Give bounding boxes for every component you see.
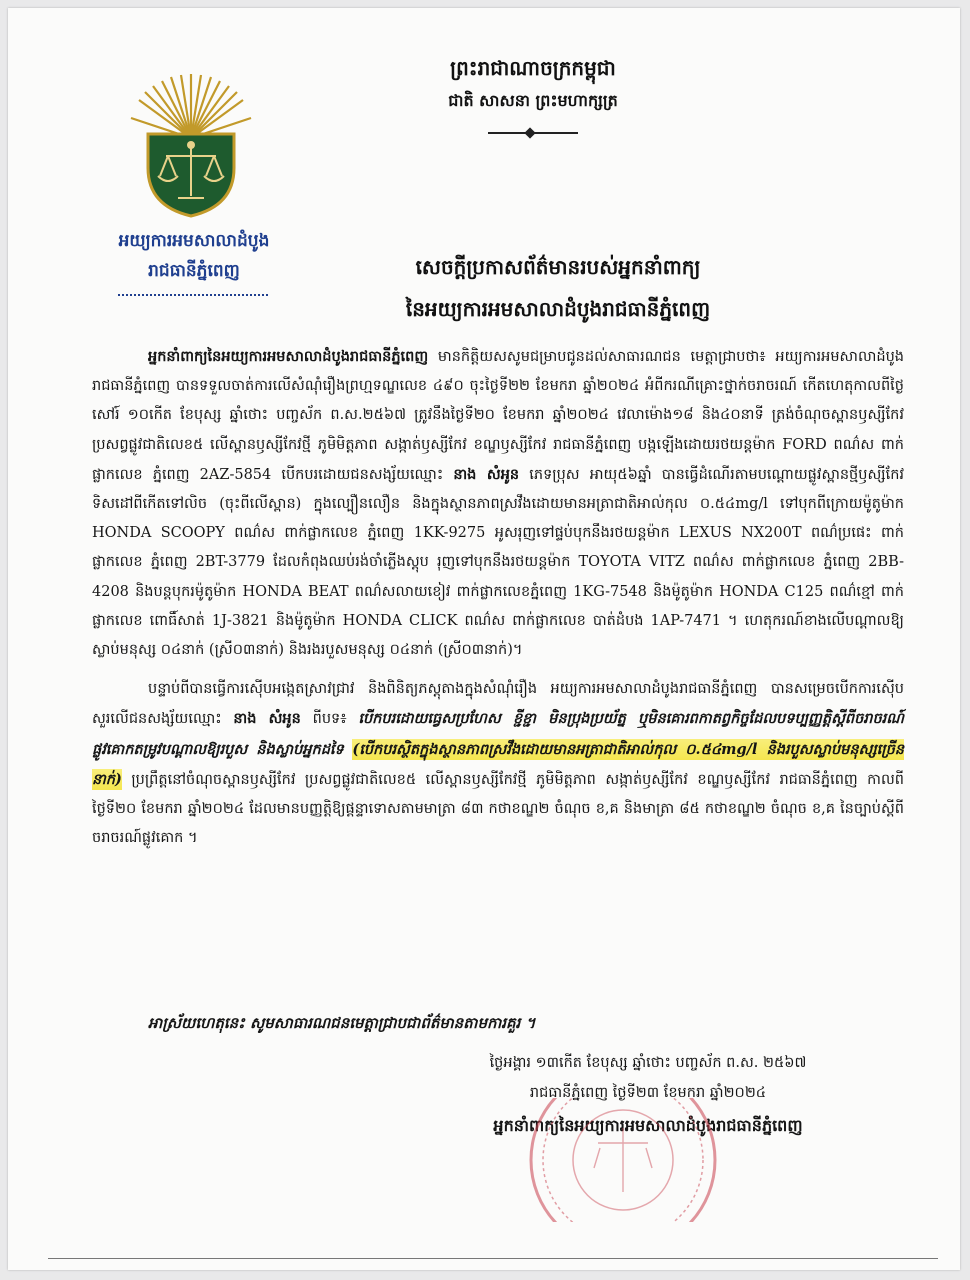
paragraph-2-text-c: ប្រព្រឹត្តនៅចំណុចស្ពានឫស្សីកែវ ប្រសព្វផ្លូវជាតិលេខ៥ លើស្ពានឫស្សីកែវថ្មី ភូមិមិត្តភាព សង្កាត់ឫស្សីកែវ ខណ្ឌឫស្សីកែវ រាជធានីភ្នំពេញ កាលពីថ្ងៃទី២០ ខែមករា ឆ្នាំ២០២៤ ដែលមានបញ្ញត្តិឱ្យផ្តន្ទាទោសតាមមាត្រា ៨៣ កថាខណ្ឌ២ ចំណុច ខ,គ និងមាត្រា ៨៥ កថាខណ្ឌ២ ចំណុច ខ,គ នៃច្បាប់ស្តីពីចរាចរណ៍ផ្លូវគោក ។ <box>92 771 904 847</box>
court-name-divider <box>118 294 268 296</box>
court-emblem-icon <box>126 68 256 218</box>
charge-text: បើកបរដោយធ្វេសប្រហែស ខ្ជីខ្ជា មិនប្រុងប្រយ័ត្ន ឬមិនគោរពកាតព្វកិច្ចដែលបទប្បញ្ញត្តិស្តីពីចរាចរណ៍ផ្លូវគោកតម្រូវបណ្តាលឱ្យរបួស និងស្លាប់អ្នកដទៃ <box>92 710 904 758</box>
footer-rule <box>48 1258 938 1259</box>
kingdom-ornament <box>488 132 578 134</box>
kingdom-heading <box>338 50 728 134</box>
lunar-date: ថ្ងៃអង្គារ ១៣កើត ខែបុស្ស ឆ្នាំថោះ បញ្ចស័ក ព.ស. ២៥៦៧ <box>489 1055 807 1071</box>
document-body <box>92 342 904 853</box>
solar-date: រាជធានីភ្នំពេញ ថ្ងៃទី២៣ ខែមករា ឆ្នាំ២០២៤ <box>529 1085 767 1101</box>
suspect-name-2: នាង សំអូន <box>233 710 301 728</box>
paragraph-1-text-b: ភេទប្រុស អាយុ៥៦ឆ្នាំ បានធ្វើដំណើរតាមបណ្តោយផ្លូវស្ពានថ្មីឫស្សីកែវ ទិសដៅពីកើតទៅលិច (ចុះពីលើស្ពាន) ក្នុងល្បឿនលឿន និងក្នុងស្ថានភាពស្រវឹងដោយមានអត្រាជាតិអាល់កុល ០.៥៤mg/l ទៅបុកពីក្រោយម៉ូតូម៉ាក HONDA SCOOPY ពណ៌ស ពាក់ផ្លាកលេខ ភ្នំពេញ 1KK-9275 អូសរុញទៅផ្ទប់បុកនឹងរថយន្តម៉ាក LEXUS NX200T ពណ៌ប្រផេះ ពាក់ផ្លាកលេខ ភ្នំពេញ 2BT-3779 ដែលកំពុងឈប់រង់ចាំភ្លើងស្តុប រុញទៅបុកនឹងរថយន្តម៉ាក TOYOTA VITZ ពណ៌ស ពាក់ផ្លាកលេខ ភ្នំពេញ 2BB-4208 និងបន្តបុករម៉ូតូម៉ាក HONDA BEAT ពណ៌សលាយខៀវ ពាក់ផ្លាកលេខភ្នំពេញ 1KG-7548 និងម៉ូតូម៉ាក HONDA C125 ពណ៌ខ្មៅ ពាក់ផ្លាកលេខ ពោធិ៍សាត់ 1J-3821 និងម៉ូតូម៉ាក HONDA CLICK ពណ៌ស ពាក់ផ្លាកលេខ បាត់ដំបង 1AP-7471 ។ ហេតុករណ៍ខាងលើបណ្តាលឱ្យស្លាប់មនុស្ស ០៤នាក់ (ស្រី០៣នាក់) និងរងរបួសមនុស្ស ០៤នាក់ (ស្រី០៣នាក់)។ <box>92 466 905 659</box>
closing-statement: អាស្រ័យហេតុនេះ សូមសាធារណជនមេត្តាជ្រាបជាព័ត៌មានតាមការគួរ ។ <box>148 1014 536 1032</box>
court-name-line1: អយ្យការអមសាលាដំបូង <box>118 231 270 251</box>
document-title-line2: នៃអយ្យការអមសាលាដំបូងរាជធានីភ្នំពេញ <box>405 297 711 321</box>
spokesperson-lead: អ្នកនាំពាក្យនៃអយ្យការអមសាលាដំបូងរាជធានីភ្នំពេញ <box>148 348 429 365</box>
document-title-line1: សេចក្តីប្រកាសព័ត៌មានរបស់អ្នកនាំពាក្យ <box>415 255 701 279</box>
signature-title: អ្នកនាំពាក្យនៃអយ្យការអមសាលាដំបូងរាជធានីភ្នំពេញ <box>493 1116 803 1135</box>
paragraph-2-text-b: ពីបទ៖ <box>300 711 359 728</box>
kingdom-line2: ជាតិ សាសនា ព្រះមហាក្សត្រ <box>448 91 618 110</box>
document-page <box>8 8 960 1270</box>
paragraph-1-text-a: មានកិត្តិយសសូមជម្រាបជូនដល់សាធារណជន មេត្តាជ្រាបថា៖ អយ្យការអមសាលាដំបូងរាជធានីភ្នំពេញ បានទទួលចាត់ការលើសំណុំរឿងព្រហ្មទណ្ឌលេខ ៤៩០ ចុះថ្ងៃទី២២ ខែមករា ឆ្នាំ២០២៤ អំពីករណីគ្រោះថ្នាក់ចរាចរណ៍ កើតហេតុកាលពីថ្ងៃសៅរ៍ ១០កើត ខែបុស្ស ឆ្នាំថោះ បញ្ចស័ក ព.ស.២៥៦៧ ត្រូវនឹងថ្ងៃទី២០ ខែមករា ឆ្នាំ២០២៤ វេលាម៉ោង១៨ និង៤០នាទី ត្រង់ចំណុចស្ពានឫស្សីកែវ ប្រសព្វផ្លូវជាតិលេខ៥ លើស្ពានឫស្សីកែវថ្មី ភូមិមិត្តភាព សង្កាត់ឫស្សីកែវ ខណ្ឌឫស្សីកែវ រាជធានីភ្នំពេញ បង្កឡើងដោយរថយន្តម៉ាក FORD ពណ៌ស ពាក់ផ្លាកលេខ ភ្នំពេញ 2AZ-5854 បើកបរដោយជនសង្ស័យឈ្មោះ <box>92 349 904 483</box>
document-title <box>278 246 838 330</box>
paragraph-1 <box>92 342 904 665</box>
suspect-name: នាង សំអូន <box>453 465 520 483</box>
official-seal-stamp <box>528 1098 718 1222</box>
paragraph-2 <box>92 675 904 853</box>
highlighted-text: (បើកបរស្ថិតក្នុងស្ថានភាពស្រវឹងដោយមានអត្រាជាតិអាល់កុល ០.៥៤mg/l និងរបួសស្លាប់មនុស្សច្រើននាក់) <box>92 740 905 788</box>
paragraph-2-text-a: បន្ទាប់ពីបានធ្វើការស៊ើបអង្កេតស្រាវជ្រាវ និងពិនិត្យភស្តុតាងក្នុងសំណុំរឿង អយ្យការអមសាលាដំបូងរាជធានីភ្នំពេញ បានសម្រេចបើកការស៊ើបសួរលើជនសង្ស័យឈ្មោះ <box>92 681 904 728</box>
kingdom-line1: ព្រះរាជាណាចក្រកម្ពុជា <box>450 56 616 80</box>
court-name-line2: រាជធានីភ្នំពេញ <box>148 261 240 281</box>
